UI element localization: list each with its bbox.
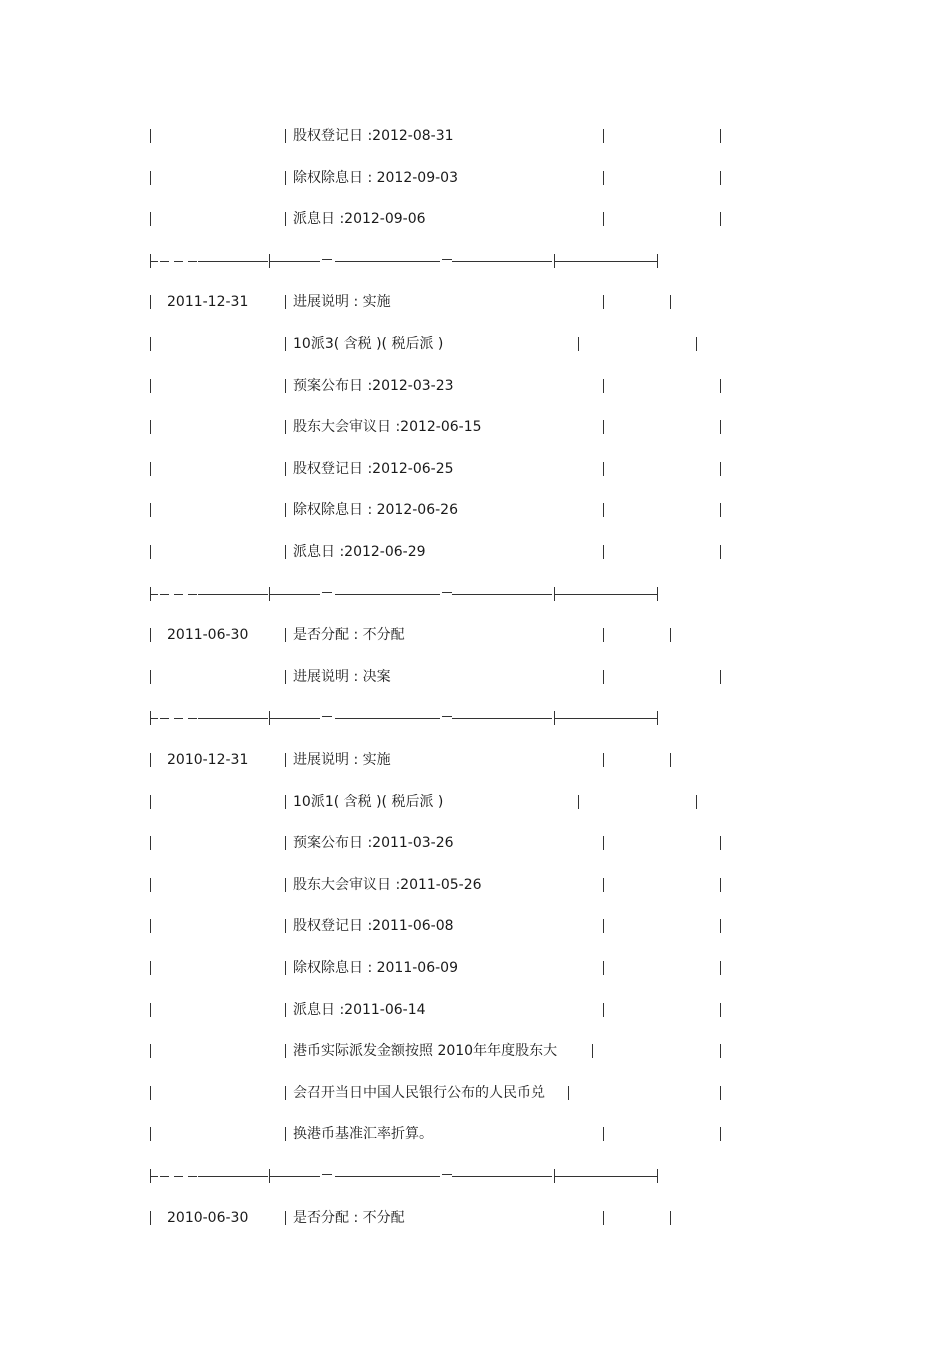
separator-dash: [188, 718, 197, 719]
column-divider: [603, 171, 604, 185]
column-divider: [720, 171, 721, 185]
table-row: [0, 875, 950, 895]
column-divider: [285, 129, 286, 143]
table-row: [0, 1041, 950, 1061]
separator-dash: [322, 716, 332, 717]
separator-tick: [150, 587, 151, 601]
column-divider: [150, 1044, 151, 1058]
column-divider: [150, 462, 151, 476]
column-divider: [670, 1211, 671, 1225]
column-divider: [603, 1003, 604, 1017]
column-divider: [285, 295, 286, 309]
column-divider: [603, 753, 604, 767]
separator-segment: [452, 718, 552, 719]
separator-dash: [174, 594, 183, 595]
column-divider: [603, 129, 604, 143]
separator-segment: [452, 594, 552, 595]
column-divider: [578, 795, 579, 809]
column-divider: [285, 212, 286, 226]
separator-dash: [188, 261, 197, 262]
separator-segment: [270, 1176, 320, 1177]
column-divider: [150, 420, 151, 434]
column-divider: [150, 670, 151, 684]
separator-tick: [657, 1169, 658, 1183]
row-separator: [0, 708, 950, 728]
column-divider: [720, 1044, 721, 1058]
separator-segment: [198, 261, 268, 262]
separator-segment: [270, 718, 320, 719]
separator-segment: [150, 1176, 158, 1177]
separator-tick: [269, 587, 270, 601]
separator-tick: [657, 587, 658, 601]
separator-segment: [335, 718, 440, 719]
column-divider: [603, 545, 604, 559]
separator-dash: [322, 1174, 332, 1175]
table-row: [0, 1208, 950, 1228]
column-divider: [285, 171, 286, 185]
column-divider: [285, 1086, 286, 1100]
column-divider: [285, 1003, 286, 1017]
row-text: 预案公布日 :2011-03-26: [293, 835, 454, 851]
table-row: [0, 625, 950, 645]
row-text: 除权除息日 : 2012-09-03: [293, 170, 458, 186]
separator-tick: [657, 711, 658, 725]
column-divider: [696, 337, 697, 351]
column-divider: [720, 670, 721, 684]
row-separator: [0, 1166, 950, 1186]
separator-dash: [160, 594, 169, 595]
separator-dash: [322, 592, 332, 593]
row-text: 股权登记日 :2012-06-25: [293, 461, 454, 477]
separator-dash: [174, 718, 183, 719]
row-text: 股东大会审议日 :2012-06-15: [293, 419, 482, 435]
separator-segment: [335, 261, 440, 262]
row-text: 股东大会审议日 :2011-05-26: [293, 877, 482, 893]
column-divider: [150, 961, 151, 975]
row-text: 股权登记日 :2012-08-31: [293, 128, 454, 144]
row-text: 换港币基准汇率折算。: [293, 1126, 433, 1142]
separator-segment: [198, 594, 268, 595]
row-separator: [0, 251, 950, 271]
column-divider: [150, 212, 151, 226]
column-divider: [150, 379, 151, 393]
report-date: 2010-06-30: [167, 1210, 249, 1226]
report-date: 2010-12-31: [167, 752, 249, 768]
column-divider: [720, 420, 721, 434]
row-text: 派息日 :2012-06-29: [293, 544, 426, 560]
table-row: [0, 667, 950, 687]
table-row: [0, 1000, 950, 1020]
table-row: [0, 500, 950, 520]
row-text: 港币实际派发金额按照 2010年年度股东大: [293, 1043, 558, 1059]
separator-tick: [554, 254, 555, 268]
table-row: [0, 792, 950, 812]
column-divider: [670, 295, 671, 309]
column-divider: [720, 462, 721, 476]
separator-dash: [174, 261, 183, 262]
column-divider: [720, 961, 721, 975]
table-row: [0, 459, 950, 479]
table-row: [0, 209, 950, 229]
separator-dash: [160, 1176, 169, 1177]
separator-tick: [269, 1169, 270, 1183]
column-divider: [720, 1127, 721, 1141]
column-divider: [578, 337, 579, 351]
column-divider: [603, 462, 604, 476]
column-divider: [603, 670, 604, 684]
row-text: 派息日 :2011-06-14: [293, 1002, 426, 1018]
row-text: 是否分配 : 不分配: [293, 1210, 405, 1226]
row-text: 除权除息日 : 2011-06-09: [293, 960, 458, 976]
column-divider: [696, 795, 697, 809]
column-divider: [603, 919, 604, 933]
separator-dash: [442, 259, 452, 260]
column-divider: [150, 628, 151, 642]
column-divider: [285, 420, 286, 434]
separator-segment: [555, 261, 657, 262]
separator-tick: [150, 254, 151, 268]
separator-dash: [160, 261, 169, 262]
column-divider: [720, 1086, 721, 1100]
row-text: 预案公布日 :2012-03-23: [293, 378, 454, 394]
row-text: 进展说明 : 实施: [293, 294, 391, 310]
separator-tick: [150, 1169, 151, 1183]
separator-segment: [555, 718, 657, 719]
column-divider: [285, 670, 286, 684]
separator-tick: [554, 587, 555, 601]
table-row: [0, 750, 950, 770]
separator-segment: [452, 261, 552, 262]
column-divider: [720, 878, 721, 892]
column-divider: [720, 836, 721, 850]
column-divider: [720, 379, 721, 393]
separator-dash: [442, 592, 452, 593]
column-divider: [150, 836, 151, 850]
separator-segment: [270, 261, 320, 262]
separator-tick: [150, 711, 151, 725]
column-divider: [285, 919, 286, 933]
row-text: 派息日 :2012-09-06: [293, 211, 426, 227]
column-divider: [150, 1127, 151, 1141]
column-divider: [150, 545, 151, 559]
column-divider: [285, 1127, 286, 1141]
separator-tick: [269, 254, 270, 268]
table-row: [0, 1083, 950, 1103]
column-divider: [670, 628, 671, 642]
row-text: 股权登记日 :2011-06-08: [293, 918, 454, 934]
column-divider: [603, 961, 604, 975]
column-divider: [150, 337, 151, 351]
column-divider: [285, 545, 286, 559]
column-divider: [603, 1211, 604, 1225]
separator-segment: [150, 261, 158, 262]
table-row: [0, 833, 950, 853]
column-divider: [150, 171, 151, 185]
column-divider: [285, 795, 286, 809]
separator-dash: [322, 259, 332, 260]
column-divider: [150, 129, 151, 143]
column-divider: [150, 295, 151, 309]
column-divider: [150, 878, 151, 892]
table-row: [0, 376, 950, 396]
column-divider: [150, 753, 151, 767]
table-row: [0, 334, 950, 354]
column-divider: [150, 503, 151, 517]
column-divider: [568, 1086, 569, 1100]
row-separator: [0, 584, 950, 604]
column-divider: [285, 503, 286, 517]
column-divider: [603, 836, 604, 850]
separator-dash: [188, 1176, 197, 1177]
column-divider: [285, 878, 286, 892]
column-divider: [603, 628, 604, 642]
column-divider: [285, 753, 286, 767]
column-divider: [150, 1003, 151, 1017]
row-text: 会召开当日中国人民银行公布的人民币兑: [293, 1085, 545, 1101]
separator-segment: [198, 1176, 268, 1177]
column-divider: [603, 878, 604, 892]
column-divider: [285, 1044, 286, 1058]
separator-segment: [198, 718, 268, 719]
separator-segment: [452, 1176, 552, 1177]
column-divider: [285, 836, 286, 850]
table-row: [0, 916, 950, 936]
table-row: [0, 168, 950, 188]
column-divider: [720, 212, 721, 226]
column-divider: [285, 628, 286, 642]
table-row: [0, 292, 950, 312]
separator-segment: [555, 1176, 657, 1177]
separator-dash: [442, 716, 452, 717]
table-row: [0, 958, 950, 978]
column-divider: [285, 1211, 286, 1225]
separator-segment: [150, 594, 158, 595]
table-row: [0, 417, 950, 437]
column-divider: [150, 795, 151, 809]
separator-segment: [335, 1176, 440, 1177]
column-divider: [285, 337, 286, 351]
row-text: 除权除息日 : 2012-06-26: [293, 502, 458, 518]
separator-segment: [270, 594, 320, 595]
separator-dash: [442, 1174, 452, 1175]
separator-tick: [269, 711, 270, 725]
column-divider: [285, 379, 286, 393]
table-row: [0, 542, 950, 562]
separator-tick: [554, 1169, 555, 1183]
separator-segment: [555, 594, 657, 595]
report-date: 2011-06-30: [167, 627, 249, 643]
column-divider: [603, 379, 604, 393]
column-divider: [150, 919, 151, 933]
column-divider: [603, 212, 604, 226]
row-text: 进展说明 : 实施: [293, 752, 391, 768]
column-divider: [603, 503, 604, 517]
column-divider: [720, 919, 721, 933]
column-divider: [603, 420, 604, 434]
table-row: [0, 126, 950, 146]
table-row: [0, 1124, 950, 1144]
column-divider: [592, 1044, 593, 1058]
column-divider: [150, 1086, 151, 1100]
column-divider: [603, 1127, 604, 1141]
column-divider: [603, 295, 604, 309]
separator-tick: [554, 711, 555, 725]
separator-segment: [150, 718, 158, 719]
report-date: 2011-12-31: [167, 294, 249, 310]
column-divider: [720, 503, 721, 517]
column-divider: [285, 462, 286, 476]
column-divider: [720, 545, 721, 559]
column-divider: [285, 961, 286, 975]
separator-dash: [174, 1176, 183, 1177]
column-divider: [720, 1003, 721, 1017]
column-divider: [670, 753, 671, 767]
separator-tick: [657, 254, 658, 268]
separator-segment: [335, 594, 440, 595]
column-divider: [150, 1211, 151, 1225]
row-text: 进展说明 : 决案: [293, 669, 391, 685]
separator-dash: [160, 718, 169, 719]
row-text: 是否分配 : 不分配: [293, 627, 405, 643]
row-text: 10派3( 含税 )( 税后派 ): [293, 336, 444, 352]
row-text: 10派1( 含税 )( 税后派 ): [293, 794, 444, 810]
column-divider: [720, 129, 721, 143]
separator-dash: [188, 594, 197, 595]
